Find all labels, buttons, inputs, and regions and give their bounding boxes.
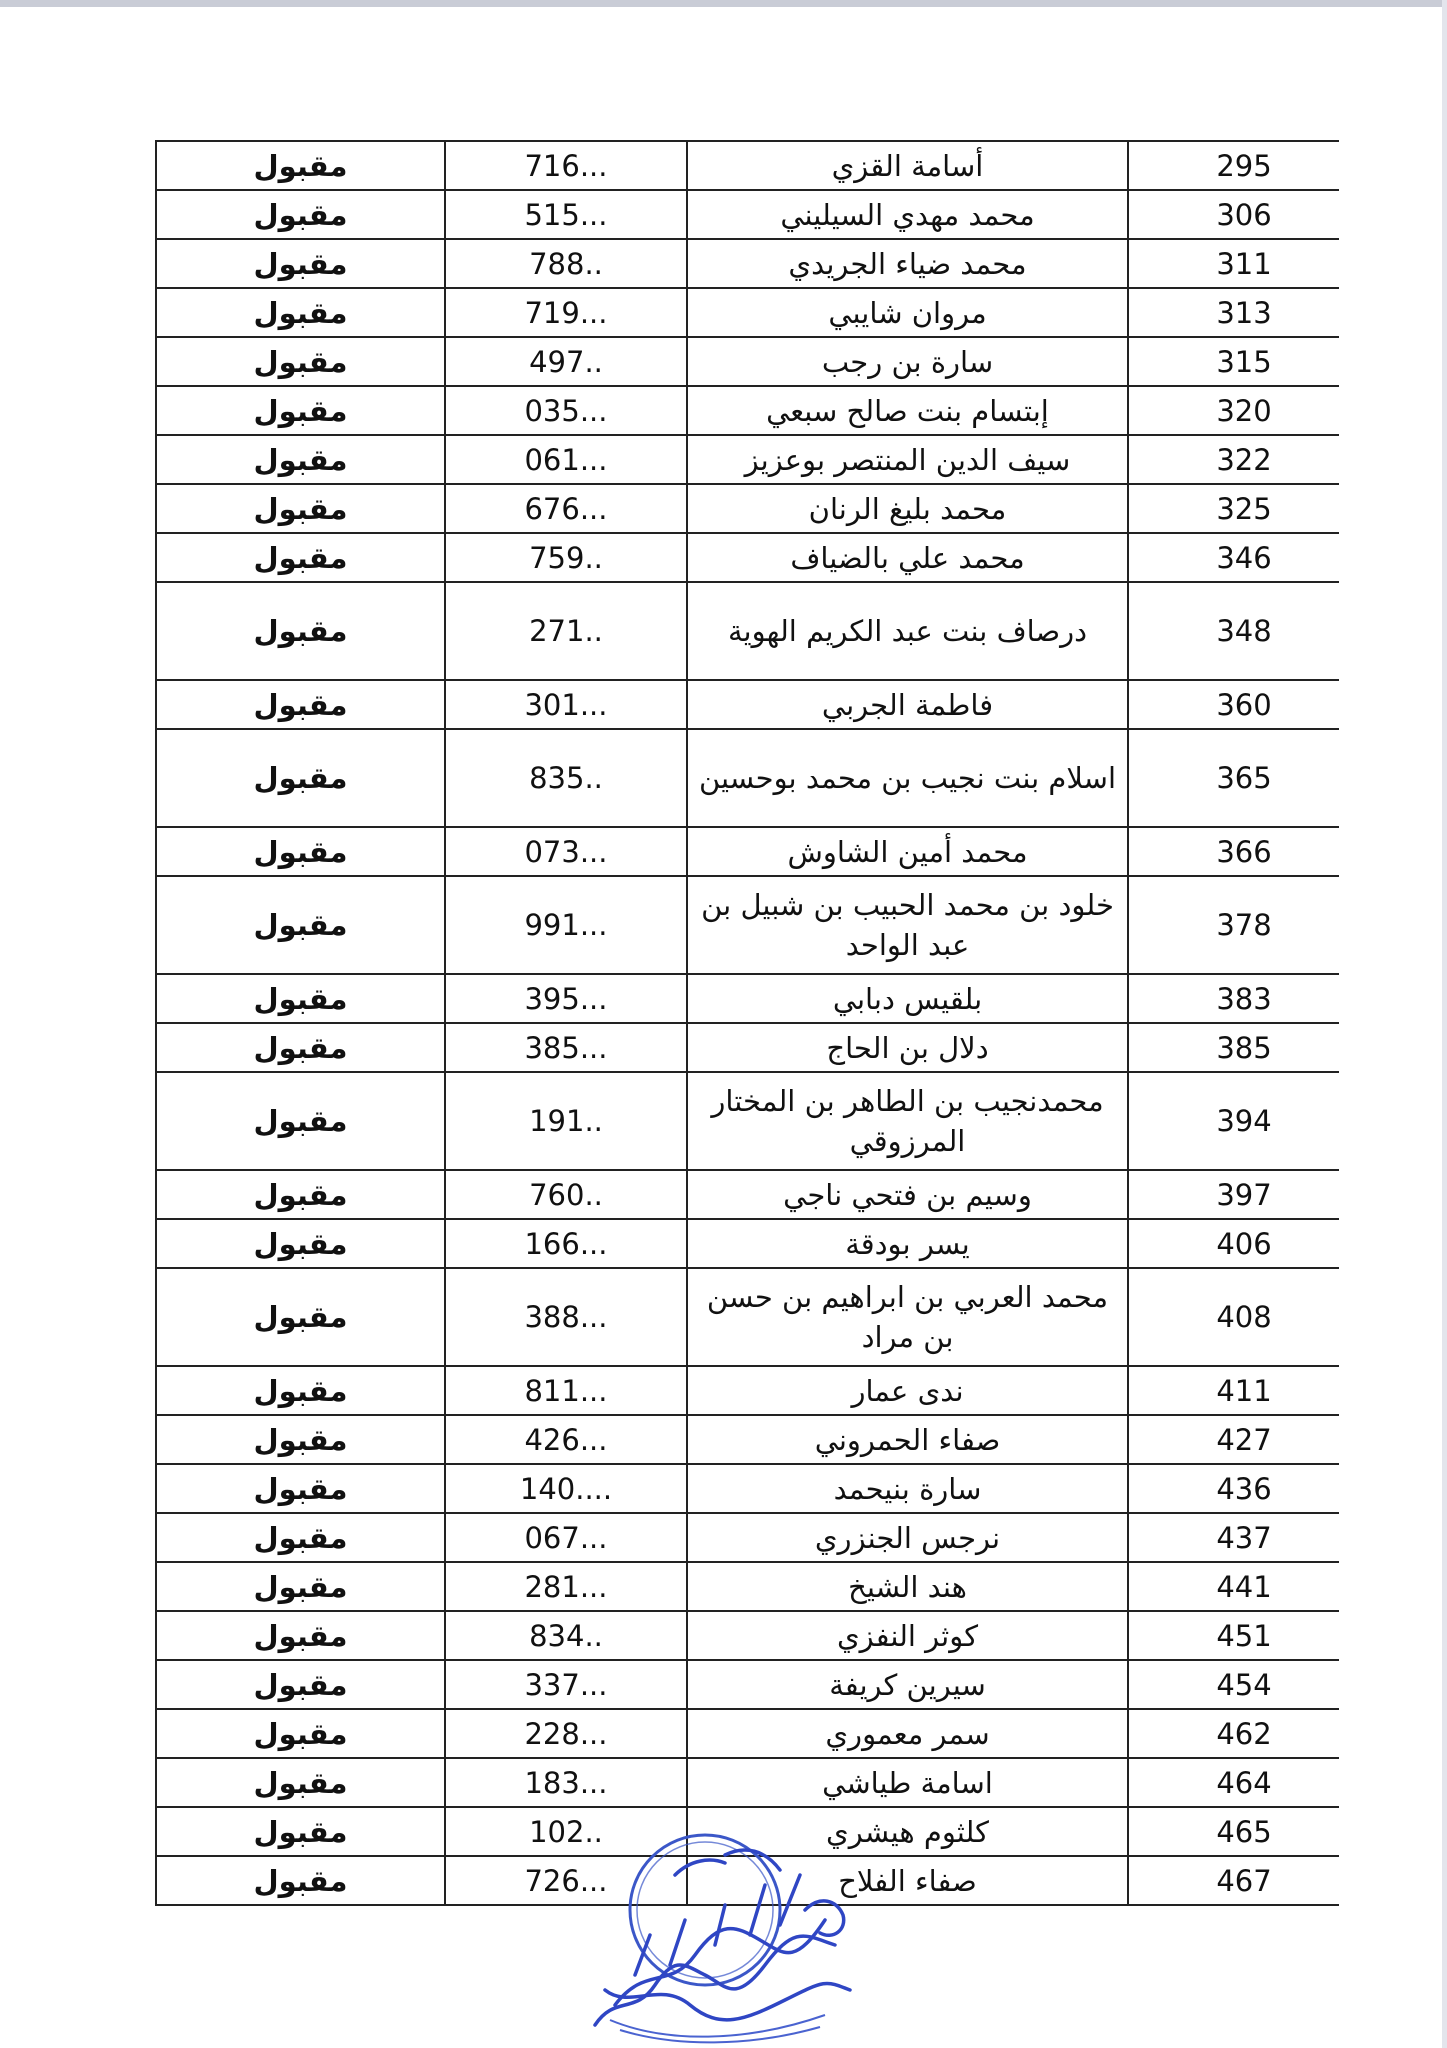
number-cell bbox=[1128, 386, 1339, 435]
name-cell-text: خلود بن محمد الحبيب بن شبيل بن عبد الواحد bbox=[701, 888, 1114, 962]
table-row bbox=[156, 1072, 1339, 1170]
id-code-cell-text: 834.. bbox=[529, 1618, 603, 1653]
signature-stamp bbox=[575, 1815, 875, 2045]
table-row bbox=[156, 680, 1339, 729]
id-code-cell bbox=[445, 1660, 687, 1709]
name-cell bbox=[687, 974, 1128, 1023]
number-cell-text: 311 bbox=[1216, 246, 1272, 281]
status-cell-text: مقبول bbox=[253, 1300, 348, 1334]
id-code-cell bbox=[445, 1611, 687, 1660]
table-row bbox=[156, 1709, 1339, 1758]
number-cell-text: 464 bbox=[1216, 1765, 1272, 1800]
name-cell bbox=[687, 288, 1128, 337]
status-cell bbox=[156, 141, 445, 190]
id-code-cell-text: 337... bbox=[524, 1667, 608, 1702]
table-row bbox=[156, 484, 1339, 533]
status-cell-text: مقبول bbox=[253, 1373, 348, 1408]
name-cell-text: محمدنجيب بن الطاهر بن المختار المرزوقي bbox=[711, 1084, 1104, 1158]
table-row bbox=[156, 337, 1339, 386]
name-cell bbox=[687, 680, 1128, 729]
number-cell-text: 462 bbox=[1216, 1716, 1272, 1751]
number-cell-text: 365 bbox=[1216, 761, 1272, 795]
id-code-cell-text: 676... bbox=[524, 491, 608, 526]
id-code-cell-text: 395... bbox=[524, 981, 608, 1016]
status-cell bbox=[156, 582, 445, 680]
status-cell-text: مقبول bbox=[253, 761, 348, 795]
number-cell bbox=[1128, 435, 1339, 484]
status-cell bbox=[156, 288, 445, 337]
name-cell bbox=[687, 729, 1128, 827]
name-cell bbox=[687, 1219, 1128, 1268]
number-cell bbox=[1128, 1268, 1339, 1366]
name-cell-text: سيرين كريفة bbox=[829, 1667, 986, 1702]
table-row bbox=[156, 435, 1339, 484]
id-code-cell-text: 073... bbox=[524, 834, 608, 869]
table-row bbox=[156, 190, 1339, 239]
number-cell bbox=[1128, 1709, 1339, 1758]
number-cell-text: 394 bbox=[1216, 1104, 1272, 1138]
status-cell bbox=[156, 1513, 445, 1562]
id-code-cell-text: 760.. bbox=[529, 1177, 603, 1212]
status-cell bbox=[156, 827, 445, 876]
status-cell-text: مقبول bbox=[253, 1667, 348, 1702]
id-code-cell-text: 788.. bbox=[529, 246, 603, 281]
name-cell-text: كوثر النفزي bbox=[836, 1618, 979, 1653]
number-cell-text: 385 bbox=[1216, 1030, 1272, 1065]
id-code-cell bbox=[445, 974, 687, 1023]
name-cell bbox=[687, 1660, 1128, 1709]
id-code-cell bbox=[445, 435, 687, 484]
number-cell-text: 427 bbox=[1216, 1422, 1272, 1457]
number-cell bbox=[1128, 337, 1339, 386]
name-cell-text: اسامة طياشي bbox=[822, 1765, 993, 1800]
number-cell bbox=[1128, 1611, 1339, 1660]
status-cell bbox=[156, 1170, 445, 1219]
scan-border-right bbox=[1442, 0, 1447, 2048]
number-cell bbox=[1128, 729, 1339, 827]
status-cell-text: مقبول bbox=[253, 1177, 348, 1212]
number-cell-text: 322 bbox=[1216, 442, 1272, 477]
name-cell-text: فاطمة الجربي bbox=[821, 687, 994, 722]
table-row bbox=[156, 1562, 1339, 1611]
number-cell bbox=[1128, 827, 1339, 876]
id-code-cell-text: 726... bbox=[524, 1863, 608, 1898]
status-cell bbox=[156, 1023, 445, 1072]
number-cell-text: 406 bbox=[1216, 1226, 1272, 1261]
number-cell bbox=[1128, 1170, 1339, 1219]
status-cell-text: مقبول bbox=[253, 614, 348, 648]
table-row bbox=[156, 1513, 1339, 1562]
status-cell-text: مقبول bbox=[253, 1863, 348, 1898]
name-cell bbox=[687, 190, 1128, 239]
status-cell-text: مقبول bbox=[253, 834, 348, 869]
name-cell-text: أسامة القزي bbox=[831, 148, 984, 183]
id-code-cell-text: 271.. bbox=[529, 614, 603, 648]
table-row bbox=[156, 1415, 1339, 1464]
name-cell bbox=[687, 1464, 1128, 1513]
status-cell bbox=[156, 1807, 445, 1856]
status-cell-text: مقبول bbox=[253, 1030, 348, 1065]
number-cell-text: 467 bbox=[1216, 1863, 1272, 1898]
status-cell bbox=[156, 876, 445, 974]
id-code-cell-text: 719... bbox=[524, 295, 608, 330]
name-cell-text: وسيم بن فتحي ناجي bbox=[783, 1177, 1032, 1212]
table-row bbox=[156, 1611, 1339, 1660]
id-code-cell-text: 281... bbox=[524, 1569, 608, 1604]
status-cell-text: مقبول bbox=[253, 1226, 348, 1261]
id-code-cell bbox=[445, 1464, 687, 1513]
status-cell-text: مقبول bbox=[253, 1569, 348, 1604]
number-cell-text: 436 bbox=[1216, 1471, 1272, 1506]
status-cell bbox=[156, 729, 445, 827]
status-cell bbox=[156, 1611, 445, 1660]
status-cell-text: مقبول bbox=[253, 393, 348, 428]
number-cell-text: 408 bbox=[1216, 1300, 1272, 1334]
name-cell-text: مروان شايبي bbox=[828, 295, 987, 330]
name-cell-text: يسر بودقة bbox=[845, 1226, 970, 1261]
number-cell-text: 454 bbox=[1216, 1667, 1272, 1702]
table-row bbox=[156, 974, 1339, 1023]
id-code-cell bbox=[445, 190, 687, 239]
name-cell bbox=[687, 1758, 1128, 1807]
name-cell bbox=[687, 1562, 1128, 1611]
id-code-cell bbox=[445, 337, 687, 386]
name-cell bbox=[687, 386, 1128, 435]
table-row bbox=[156, 141, 1339, 190]
name-cell-text: نرجس الجنزري bbox=[814, 1520, 1001, 1555]
number-cell-text: 397 bbox=[1216, 1177, 1272, 1212]
status-cell bbox=[156, 239, 445, 288]
table-row bbox=[156, 1464, 1339, 1513]
name-cell-text: دلال بن الحاج bbox=[826, 1030, 989, 1065]
id-code-cell-text: 183... bbox=[524, 1765, 608, 1800]
status-cell-text: مقبول bbox=[253, 491, 348, 526]
id-code-cell bbox=[445, 1513, 687, 1562]
name-cell-text: سمر معموري bbox=[825, 1716, 990, 1751]
number-cell-text: 378 bbox=[1216, 908, 1272, 942]
table-row bbox=[156, 1219, 1339, 1268]
number-cell bbox=[1128, 190, 1339, 239]
number-cell bbox=[1128, 484, 1339, 533]
status-cell bbox=[156, 484, 445, 533]
id-code-cell-text: 301... bbox=[524, 687, 608, 722]
id-code-cell bbox=[445, 1415, 687, 1464]
status-cell-text: مقبول bbox=[253, 295, 348, 330]
status-cell bbox=[156, 1366, 445, 1415]
number-cell bbox=[1128, 1513, 1339, 1562]
number-cell-text: 313 bbox=[1216, 295, 1272, 330]
number-cell-text: 411 bbox=[1216, 1373, 1272, 1408]
name-cell-text: سيف الدين المنتصر بوعزيز bbox=[744, 442, 1071, 477]
id-code-cell bbox=[445, 533, 687, 582]
name-cell-text: اسلام بنت نجيب بن محمد بوحسين bbox=[698, 761, 1117, 795]
name-cell-text: صفاء الفلاح bbox=[838, 1863, 977, 1898]
number-cell-text: 366 bbox=[1216, 834, 1272, 869]
number-cell bbox=[1128, 876, 1339, 974]
number-cell bbox=[1128, 1219, 1339, 1268]
id-code-cell bbox=[445, 876, 687, 974]
number-cell bbox=[1128, 1660, 1339, 1709]
id-code-cell bbox=[445, 386, 687, 435]
status-cell bbox=[156, 1562, 445, 1611]
name-cell bbox=[687, 1072, 1128, 1170]
table-row bbox=[156, 239, 1339, 288]
table-row bbox=[156, 582, 1339, 680]
status-cell-text: مقبول bbox=[253, 1716, 348, 1751]
id-code-cell-text: 228... bbox=[524, 1716, 608, 1751]
status-cell-text: مقبول bbox=[253, 908, 348, 942]
status-cell-text: مقبول bbox=[253, 1765, 348, 1800]
id-code-cell bbox=[445, 1758, 687, 1807]
name-cell-text: كلثوم هيشري bbox=[826, 1814, 989, 1849]
name-cell bbox=[687, 1170, 1128, 1219]
status-cell-text: مقبول bbox=[253, 197, 348, 232]
number-cell bbox=[1128, 533, 1339, 582]
name-cell bbox=[687, 827, 1128, 876]
status-cell-text: مقبول bbox=[253, 442, 348, 477]
id-code-cell-text: 835.. bbox=[529, 761, 603, 795]
id-code-cell bbox=[445, 1170, 687, 1219]
status-cell-text: مقبول bbox=[253, 1422, 348, 1457]
status-cell bbox=[156, 1856, 445, 1905]
table-row bbox=[156, 1758, 1339, 1807]
id-code-cell bbox=[445, 1072, 687, 1170]
table-row bbox=[156, 1268, 1339, 1366]
status-cell-text: مقبول bbox=[253, 148, 348, 183]
name-cell bbox=[687, 1415, 1128, 1464]
name-cell-text: محمد علي بالضياف bbox=[790, 540, 1025, 575]
status-cell bbox=[156, 1268, 445, 1366]
table-row bbox=[156, 876, 1339, 974]
id-code-cell bbox=[445, 729, 687, 827]
status-cell bbox=[156, 1415, 445, 1464]
id-code-cell bbox=[445, 239, 687, 288]
name-cell bbox=[687, 337, 1128, 386]
id-code-cell-text: 716... bbox=[524, 148, 608, 183]
id-code-cell bbox=[445, 1366, 687, 1415]
id-code-cell bbox=[445, 1562, 687, 1611]
number-cell-text: 437 bbox=[1216, 1520, 1272, 1555]
scan-border-top bbox=[0, 0, 1447, 7]
status-cell-text: مقبول bbox=[253, 687, 348, 722]
status-cell-text: مقبول bbox=[253, 1104, 348, 1138]
name-cell-text: ندى عمار bbox=[851, 1373, 964, 1408]
id-code-cell bbox=[445, 1023, 687, 1072]
number-cell-text: 295 bbox=[1216, 148, 1272, 183]
name-cell-text: محمد العربي بن ابراهيم بن حسن بن مراد bbox=[706, 1280, 1109, 1354]
results-table bbox=[155, 140, 1339, 1906]
status-cell bbox=[156, 1219, 445, 1268]
number-cell bbox=[1128, 974, 1339, 1023]
name-cell-text: محمد أمين الشاوش bbox=[787, 834, 1028, 869]
id-code-cell-text: 035... bbox=[524, 393, 608, 428]
number-cell bbox=[1128, 1023, 1339, 1072]
number-cell-text: 383 bbox=[1216, 981, 1272, 1016]
status-cell-text: مقبول bbox=[253, 246, 348, 281]
id-code-cell bbox=[445, 680, 687, 729]
number-cell-text: 451 bbox=[1216, 1618, 1272, 1653]
table-row bbox=[156, 533, 1339, 582]
name-cell-text: درصاف بنت عبد الكريم الهوية bbox=[727, 614, 1088, 648]
results-table-body bbox=[156, 141, 1339, 1905]
name-cell bbox=[687, 1709, 1128, 1758]
name-cell-text: صفاء الحمروني bbox=[814, 1422, 1001, 1457]
name-cell-text: محمد مهدي السيليني bbox=[780, 197, 1035, 232]
id-code-cell bbox=[445, 1219, 687, 1268]
number-cell bbox=[1128, 582, 1339, 680]
number-cell-text: 315 bbox=[1216, 344, 1272, 379]
name-cell-text: محمد ضياء الجريدي bbox=[788, 246, 1027, 281]
status-cell-text: مقبول bbox=[253, 344, 348, 379]
id-code-cell-text: 102.. bbox=[529, 1814, 603, 1849]
name-cell-text: إبتسام بنت صالح سبعي bbox=[766, 393, 1049, 428]
status-cell bbox=[156, 1660, 445, 1709]
id-code-cell-text: 426... bbox=[524, 1422, 608, 1457]
name-cell bbox=[687, 141, 1128, 190]
status-cell-text: مقبول bbox=[253, 1618, 348, 1653]
name-cell-text: سارة بن رجب bbox=[821, 344, 994, 379]
id-code-cell-text: 191.. bbox=[529, 1104, 603, 1138]
status-cell bbox=[156, 190, 445, 239]
id-code-cell-text: 140.... bbox=[519, 1471, 613, 1506]
number-cell bbox=[1128, 141, 1339, 190]
number-cell-text: 325 bbox=[1216, 491, 1272, 526]
name-cell-text: محمد بليغ الرنان bbox=[808, 491, 1007, 526]
status-cell-text: مقبول bbox=[253, 540, 348, 575]
name-cell bbox=[687, 876, 1128, 974]
name-cell bbox=[687, 1611, 1128, 1660]
id-code-cell-text: 385... bbox=[524, 1030, 608, 1065]
name-cell bbox=[687, 484, 1128, 533]
name-cell-text: سارة بنيحمد bbox=[833, 1471, 982, 1506]
id-code-cell bbox=[445, 484, 687, 533]
name-cell-text: بلقيس دبابي bbox=[832, 981, 983, 1016]
number-cell-text: 441 bbox=[1216, 1569, 1272, 1604]
id-code-cell bbox=[445, 1268, 687, 1366]
id-code-cell-text: 166... bbox=[524, 1226, 608, 1261]
id-code-cell-text: 388... bbox=[524, 1300, 608, 1334]
name-cell-text: هند الشيخ bbox=[848, 1569, 967, 1604]
id-code-cell-text: 759.. bbox=[529, 540, 603, 575]
status-cell bbox=[156, 680, 445, 729]
table-row bbox=[156, 288, 1339, 337]
status-cell bbox=[156, 1464, 445, 1513]
name-cell bbox=[687, 239, 1128, 288]
id-code-cell bbox=[445, 582, 687, 680]
number-cell bbox=[1128, 1366, 1339, 1415]
status-cell bbox=[156, 1758, 445, 1807]
status-cell-text: مقبول bbox=[253, 981, 348, 1016]
id-code-cell-text: 061... bbox=[524, 442, 608, 477]
number-cell-text: 306 bbox=[1216, 197, 1272, 232]
status-cell bbox=[156, 533, 445, 582]
table-row bbox=[156, 1660, 1339, 1709]
id-code-cell-text: 497.. bbox=[529, 344, 603, 379]
name-cell bbox=[687, 1366, 1128, 1415]
number-cell-text: 348 bbox=[1216, 614, 1272, 648]
number-cell-text: 360 bbox=[1216, 687, 1272, 722]
number-cell bbox=[1128, 288, 1339, 337]
status-cell bbox=[156, 435, 445, 484]
name-cell bbox=[687, 1513, 1128, 1562]
number-cell bbox=[1128, 680, 1339, 729]
name-cell bbox=[687, 1268, 1128, 1366]
status-cell bbox=[156, 386, 445, 435]
handwritten-signature bbox=[595, 1850, 850, 2025]
status-cell-text: مقبول bbox=[253, 1814, 348, 1849]
table-row bbox=[156, 386, 1339, 435]
number-cell bbox=[1128, 1415, 1339, 1464]
id-code-cell bbox=[445, 1709, 687, 1758]
id-code-cell-text: 067... bbox=[524, 1520, 608, 1555]
number-cell bbox=[1128, 1464, 1339, 1513]
name-cell bbox=[687, 582, 1128, 680]
number-cell bbox=[1128, 1758, 1339, 1807]
table-row bbox=[156, 729, 1339, 827]
status-cell bbox=[156, 1709, 445, 1758]
number-cell-text: 465 bbox=[1216, 1814, 1272, 1849]
number-cell bbox=[1128, 1072, 1339, 1170]
status-cell bbox=[156, 974, 445, 1023]
number-cell bbox=[1128, 1807, 1339, 1856]
number-cell bbox=[1128, 1562, 1339, 1611]
id-code-cell-text: 811... bbox=[524, 1373, 608, 1408]
id-code-cell-text: 991... bbox=[524, 908, 608, 942]
table-row bbox=[156, 1023, 1339, 1072]
number-cell bbox=[1128, 1856, 1339, 1905]
name-cell bbox=[687, 533, 1128, 582]
table-row bbox=[156, 827, 1339, 876]
name-cell bbox=[687, 1023, 1128, 1072]
number-cell-text: 346 bbox=[1216, 540, 1272, 575]
status-cell-text: مقبول bbox=[253, 1520, 348, 1555]
status-cell bbox=[156, 337, 445, 386]
id-code-cell bbox=[445, 288, 687, 337]
id-code-cell bbox=[445, 827, 687, 876]
status-cell bbox=[156, 1072, 445, 1170]
table-row bbox=[156, 1170, 1339, 1219]
status-cell-text: مقبول bbox=[253, 1471, 348, 1506]
id-code-cell-text: 515... bbox=[524, 197, 608, 232]
number-cell-text: 320 bbox=[1216, 393, 1272, 428]
table-row bbox=[156, 1366, 1339, 1415]
id-code-cell bbox=[445, 141, 687, 190]
number-cell bbox=[1128, 239, 1339, 288]
name-cell bbox=[687, 435, 1128, 484]
